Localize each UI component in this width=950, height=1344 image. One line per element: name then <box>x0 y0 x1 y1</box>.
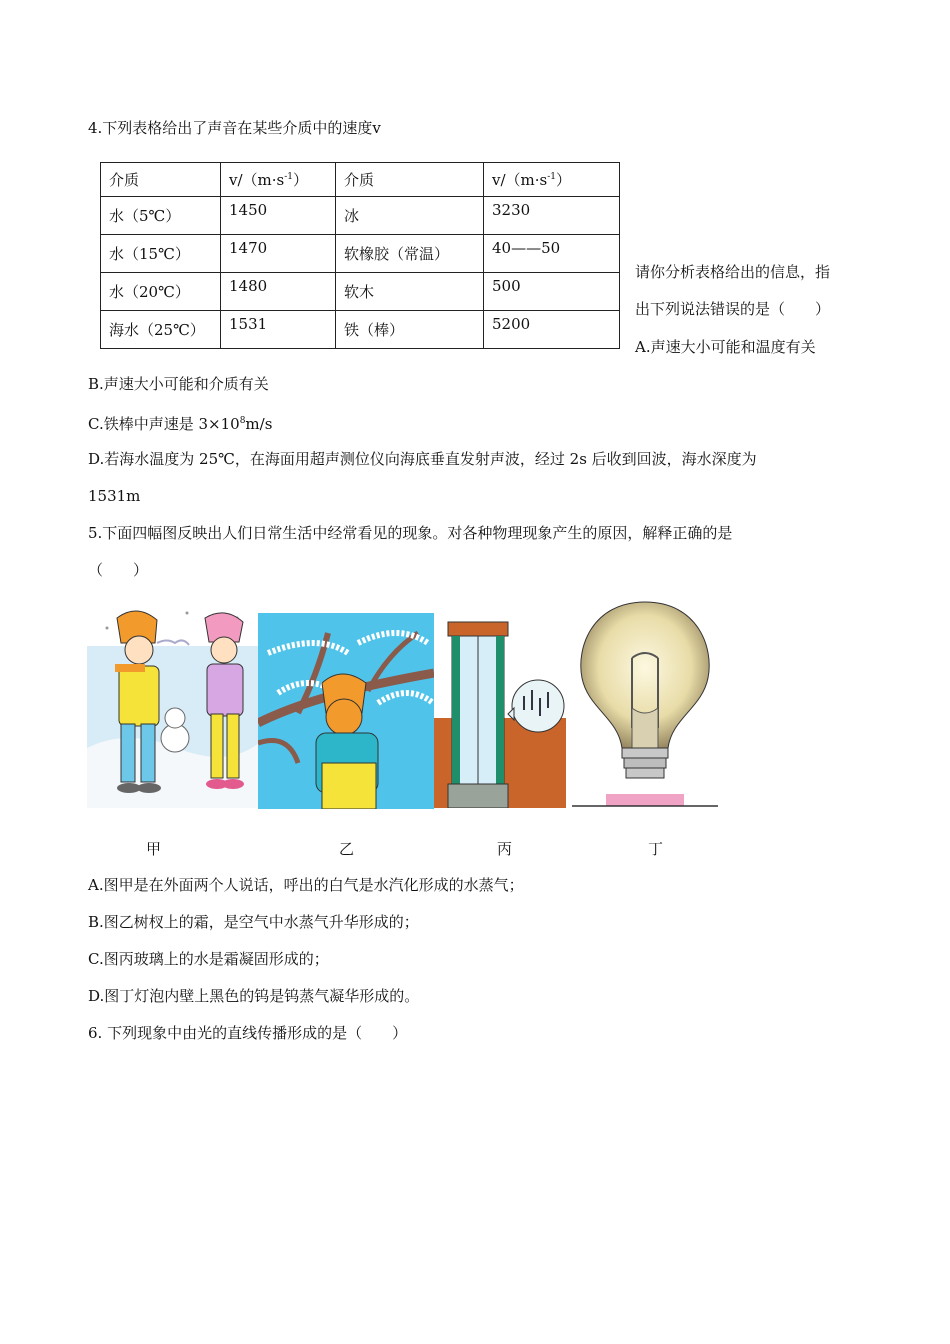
table-cell: 40——50 <box>484 235 620 273</box>
table-row <box>101 197 620 235</box>
q4-option-c: C.铁棒中声速是 $3\times 10^8m/s$ <box>88 415 273 433</box>
table-cell: 500 <box>484 273 620 311</box>
q4-option-d: D.若海水温度为 25℃，在海面用超声测位仪向海底垂直发射声波，经过 2s 后收到回波，海水深度为 <box>88 450 757 468</box>
q6-title: 6. 下列现象中由光的直线传播形成的是（ ） <box>88 1024 408 1042</box>
header-speed-2: $v/(m\cdot s^{-1})$ <box>484 163 620 197</box>
table-cell: 水（20℃） <box>101 273 221 311</box>
frost-tree-illustration <box>258 613 434 809</box>
q4-prompt-line1: 请你分析表格给出的信息，指 <box>635 263 831 281</box>
table-cell: 铁（棒） <box>336 311 484 349</box>
q4-option-d-cont: 1531m <box>88 487 141 505</box>
q5-option-b: B.图乙树杈上的霜，是空气中水蒸气升华形成的； <box>88 913 419 931</box>
caption-jia: 甲 <box>146 840 162 858</box>
q4-prompt-line2: 出下列说法错误的是（ ） <box>635 300 831 318</box>
table-cell: 软木 <box>336 273 484 311</box>
q5-answer-paren: （ ） <box>88 561 149 579</box>
light-bulb-illustration <box>572 598 718 808</box>
snow-kids-illustration <box>87 598 259 808</box>
caption-yi: 乙 <box>339 840 355 858</box>
q5-option-c: C.图丙玻璃上的水是霜凝固形成的； <box>88 950 329 968</box>
table-cell: 水（5℃） <box>101 197 221 235</box>
sound-speed-table <box>100 162 620 349</box>
caption-bing: 丙 <box>497 840 513 858</box>
q4-option-a: A.声速大小可能和温度有关 <box>635 338 816 356</box>
caption-ding: 丁 <box>648 840 664 858</box>
table-cell: 1450 <box>221 197 336 235</box>
table-cell: 水（15℃） <box>101 235 221 273</box>
q4-title: 4.下列表格给出了声音在某些介质中的速度v <box>88 119 381 137</box>
table-row <box>101 273 620 311</box>
table-cell: 1531 <box>221 311 336 349</box>
q5-option-a: A.图甲是在外面两个人说话，呼出的白气是水汽化形成的水蒸气； <box>88 876 524 894</box>
header-medium-1: 介质 <box>101 163 221 197</box>
table-header-row <box>101 163 620 197</box>
q4-option-b: B.声速大小可能和介质有关 <box>88 375 269 393</box>
table-row <box>101 235 620 273</box>
table-cell: 1470 <box>221 235 336 273</box>
table-row <box>101 311 620 349</box>
table-cell: 冰 <box>336 197 484 235</box>
table-cell: 海水（25℃） <box>101 311 221 349</box>
header-speed-1: $v/(m\cdot s^{-1})$ <box>221 163 336 197</box>
window-condensation-illustration <box>434 618 566 808</box>
q5-option-d: D.图丁灯泡内壁上黑色的钨是钨蒸气凝华形成的。 <box>88 987 420 1005</box>
table-cell: 3230 <box>484 197 620 235</box>
table-cell: 5200 <box>484 311 620 349</box>
table-cell: 1480 <box>221 273 336 311</box>
q5-title: 5.下面四幅图反映出人们日常生活中经常看见的现象。对各种物理现象产生的原因，解释正确的是 <box>88 524 733 542</box>
table-cell: 软橡胶（常温） <box>336 235 484 273</box>
header-medium-2: 介质 <box>336 163 484 197</box>
